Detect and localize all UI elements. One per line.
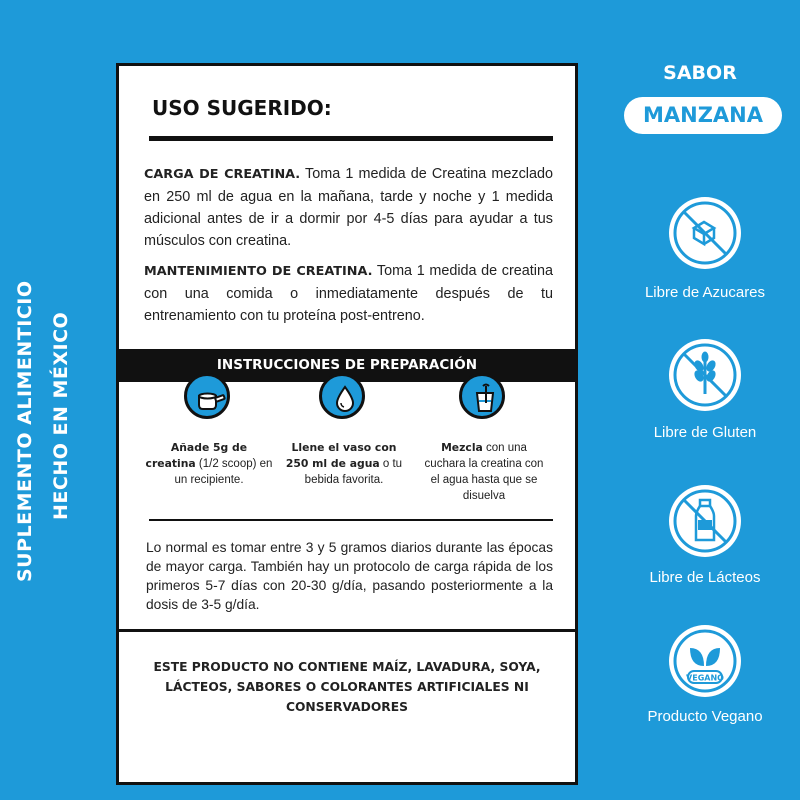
step-3-bold: Mezcla <box>441 441 483 454</box>
vegan-icon <box>666 622 744 700</box>
side-line-2: HECHO EN MÉXICO <box>50 311 72 520</box>
panel-title: USO SUGERIDO: <box>152 96 332 120</box>
badge-label-sugar: Libre de Azucares <box>644 284 766 301</box>
step-2-rest: o tu bebida favorita. <box>304 458 403 486</box>
step-1-bold: Añade 5g de creatina <box>145 441 248 470</box>
mantenimiento-heading: MANTENIMIENTO DE CREATINA. <box>144 264 373 279</box>
no-gluten-icon <box>666 336 744 414</box>
scoop-icon <box>184 373 230 419</box>
no-sugar-icon <box>666 194 744 272</box>
carga-text: Toma 1 medida de Creatina mezclado en 250 ml de agua en la mañana, tarde y noche y 1 medida adicional antes de ir a dormir por 4-5 días para ayudar a tus músculos con creatina. <box>144 166 553 249</box>
step-1-rest: (1/2 scoop) en un recipiente. <box>174 458 273 486</box>
vegan-icon-text: VEGANO <box>686 673 724 683</box>
instructions-panel <box>116 63 578 785</box>
preparation-band: INSTRUCCIONES DE PREPARACIÓN <box>119 349 575 382</box>
no-dairy-icon <box>666 482 744 560</box>
step-2-text <box>280 440 408 488</box>
flavor-label: SABOR <box>663 62 737 84</box>
badge-label-vegan: Producto Vegano <box>647 708 763 725</box>
mantenimiento-paragraph <box>144 260 553 327</box>
step-3-rest: con una cuchara la creatina con el agua hasta que se disuelva <box>424 442 544 502</box>
footer-text: ESTE PRODUCTO NO CONTIENE MAÍZ, LAVADURA, SOYA, LÁCTEOS, SABORES O COLORANTES ARTIFICIALES NI CONSERVADORES <box>153 660 541 714</box>
water-drop-icon <box>319 373 365 419</box>
side-line-1: SUPLEMENTO ALIMENTICIO <box>14 280 36 582</box>
normal-paragraph: Lo normal es tomar entre 3 y 5 gramos diarios durante las épocas de mayor carga. También hay un protocolo de carga rápida de los primeros 5-7 días con 20-30 g/día, pasando posteriormente a la dosis de 3-5 g/día. <box>146 540 553 612</box>
title-rule <box>149 136 553 141</box>
side-text <box>0 0 90 800</box>
glass-spoon-icon <box>459 373 505 419</box>
steps-rule <box>149 519 553 521</box>
badge-label-gluten: Libre de Gluten <box>653 424 757 441</box>
badge-label-dairy: Libre de Lácteos <box>649 569 761 586</box>
footer-box <box>119 629 575 782</box>
step-2-bold: Llene el vaso con 250 ml de agua <box>285 441 397 470</box>
carga-paragraph <box>144 163 553 252</box>
mantenimiento-text: Toma 1 medida de creatina con una comida o inmediatamente después de tu entrenamiento con tu proteína post-entreno. <box>144 263 553 324</box>
flavor-pill: MANZANA <box>624 97 782 134</box>
step-3-text <box>420 440 548 504</box>
carga-heading: CARGA DE CREATINA. <box>144 167 301 182</box>
step-1-text <box>145 440 273 488</box>
